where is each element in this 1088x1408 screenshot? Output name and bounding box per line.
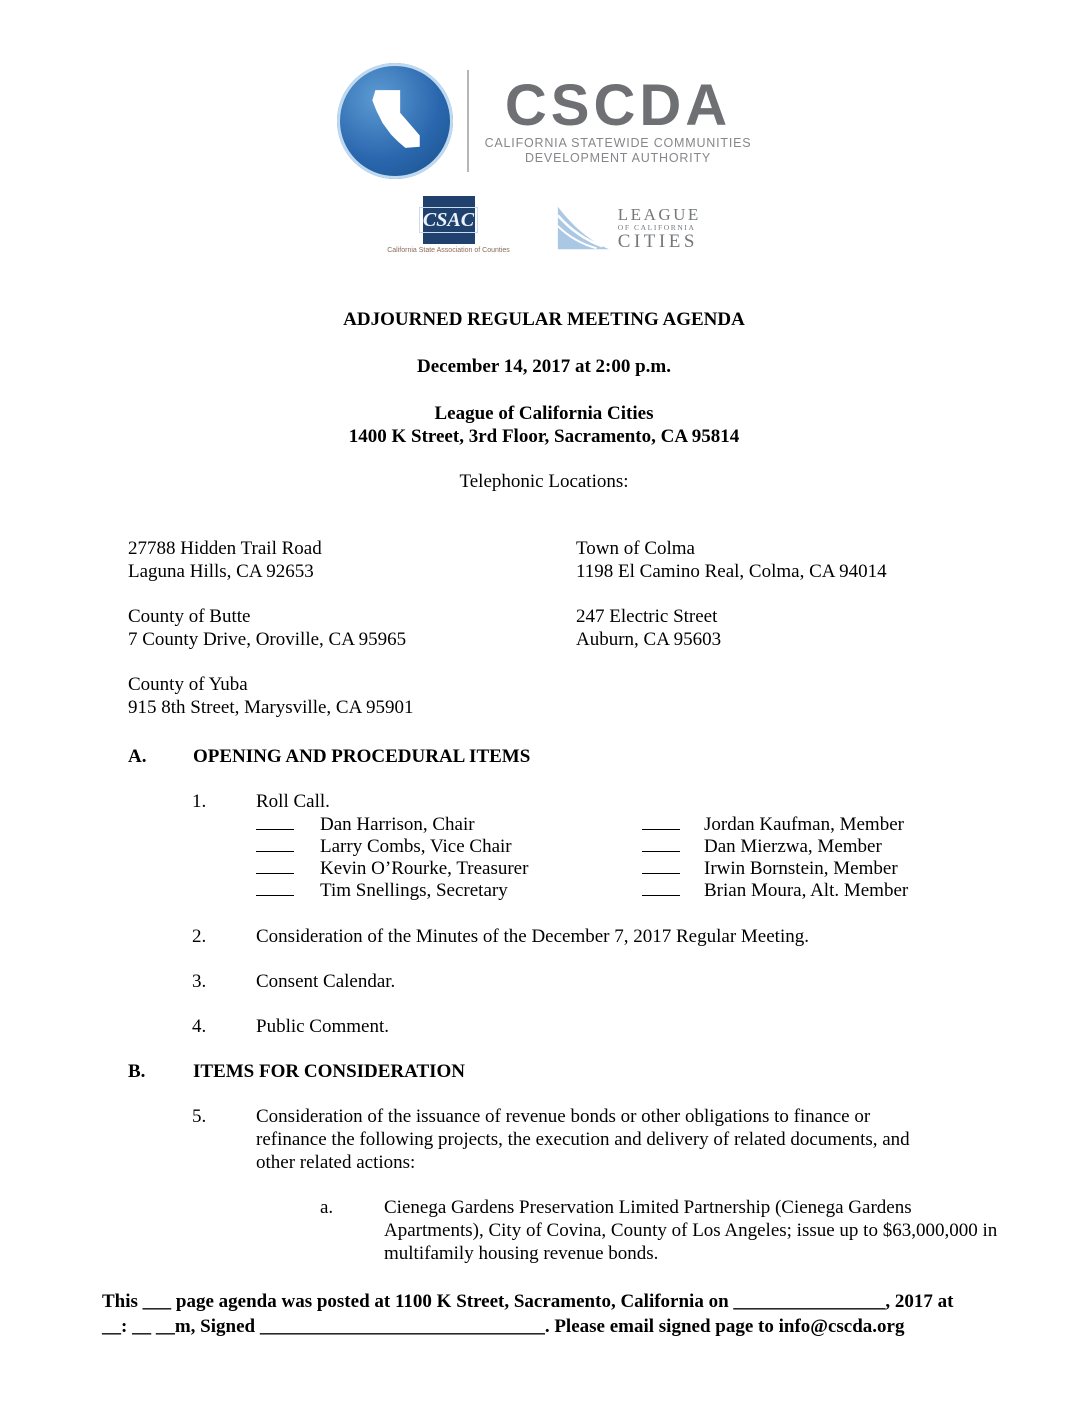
- agenda-item-1: [192, 790, 960, 813]
- roll-call-row: [256, 813, 960, 835]
- item-5-text: [256, 1105, 910, 1174]
- roll-call-name: Larry Combs, Vice Chair: [320, 836, 512, 857]
- roll-call-row: [256, 857, 960, 879]
- roll-call-blank-line: [256, 857, 294, 874]
- logo-tagline-line1: CALIFORNIA STATEWIDE COMMUNITIES: [484, 136, 752, 150]
- location-row: [128, 605, 960, 651]
- roll-call-name: Jordan Kaufman, Member: [704, 814, 904, 835]
- item-5-text-line: Consideration of the issuance of revenue bonds or other obligations to finance or: [256, 1106, 871, 1127]
- agenda-item-2: [192, 925, 960, 948]
- location-line: County of Butte: [128, 606, 251, 627]
- agenda-item-5a: [320, 1196, 998, 1265]
- location-line: Laguna Hills, CA 92653: [128, 561, 314, 582]
- telephonic-locations-list: [128, 537, 960, 719]
- section-b-letter: B.: [128, 1061, 146, 1082]
- location-line: Town of Colma: [576, 538, 695, 559]
- item-5-number: 5.: [192, 1106, 207, 1127]
- roll-call-blank-line: [642, 835, 680, 852]
- item-1-number: 1.: [192, 791, 207, 812]
- agenda-item-3: [192, 970, 960, 993]
- location-cell: [576, 673, 960, 719]
- footer-line2: __: __ __m, Signed ______________________________. Please email signed page to info@cscda.org: [102, 1316, 905, 1337]
- location-cell: [576, 605, 960, 651]
- location-line: 1198 El Camino Real, Colma, CA 94014: [576, 561, 887, 582]
- location-line: Auburn, CA 95603: [576, 629, 722, 650]
- item-5a-text-line: Cienega Gardens Preservation Limited Partnership (Cienega Gardens: [384, 1197, 912, 1218]
- roll-call-name: Tim Snellings, Secretary: [320, 880, 508, 901]
- roll-call-row: [256, 879, 960, 901]
- item-3-number: 3.: [192, 971, 207, 992]
- section-a-heading: [128, 745, 960, 768]
- location-cell: [128, 537, 576, 583]
- location-line: County of Yuba: [128, 674, 248, 695]
- logo-divider: [467, 70, 469, 172]
- item-4-text: Public Comment.: [256, 1016, 389, 1037]
- meeting-title: ADJOURNED REGULAR MEETING AGENDA: [343, 309, 745, 330]
- item-4-number: 4.: [192, 1016, 207, 1037]
- location-row: [128, 537, 960, 583]
- item-5a-letter: a.: [320, 1197, 334, 1218]
- league-text-line2: OF CALIFORNIA: [617, 222, 696, 232]
- location-cell: [576, 537, 960, 583]
- item-2-text: Consideration of the Minutes of the December 7, 2017 Regular Meeting.: [256, 926, 809, 947]
- venue-line1: League of California Cities: [434, 403, 654, 424]
- roll-call-list: [256, 813, 960, 901]
- california-state-shape-icon: [364, 88, 426, 154]
- item-5a-text-line: multifamily housing revenue bonds.: [384, 1243, 659, 1264]
- meeting-datetime: December 14, 2017 at 2:00 p.m.: [417, 356, 671, 377]
- csac-caption: California State Association of Counties: [387, 247, 510, 254]
- roll-call-blank-line: [256, 813, 294, 830]
- footer-line1: This ___ page agenda was posted at 1100 K Street, Sacramento, California on ________________, 2017 at: [102, 1291, 954, 1312]
- roll-call-blank-line: [642, 857, 680, 874]
- roll-call-cell: [642, 835, 704, 858]
- roll-call-name: Irwin Bornstein, Member: [704, 858, 898, 879]
- item-2-number: 2.: [192, 926, 207, 947]
- csac-logo: [387, 196, 510, 256]
- section-a-letter: A.: [128, 746, 147, 767]
- roll-call-name: Dan Harrison, Chair: [320, 814, 475, 835]
- roll-call-blank-line: [642, 813, 680, 830]
- logo-text-block: [484, 73, 752, 166]
- league-text-line1: LEAGUE: [617, 204, 701, 224]
- location-cell: [128, 673, 576, 719]
- roll-call-blank-line: [256, 879, 294, 896]
- roll-call-blank-line: [642, 879, 680, 896]
- location-line: 7 County Drive, Oroville, CA 95965: [128, 629, 407, 650]
- roll-call-cell: [256, 857, 320, 880]
- csac-logo-icon: [423, 196, 475, 244]
- roll-call-cell: [642, 857, 704, 880]
- location-cell: [128, 605, 576, 651]
- meeting-venue: [128, 402, 960, 448]
- roll-call-cell: [642, 879, 704, 902]
- agenda-item-4: [192, 1015, 960, 1038]
- item-5a-text-line: Apartments), City of Covina, County of Los Angeles; issue up to $63,000,000 in: [384, 1220, 998, 1241]
- item-3-text: Consent Calendar.: [256, 971, 396, 992]
- roll-call-name: Kevin O’Rourke, Treasurer: [320, 858, 529, 879]
- item-5-text-line: refinance the following projects, the execution and delivery of related documents, and: [256, 1129, 910, 1150]
- telephonic-locations-label: Telephonic Locations:: [459, 471, 629, 492]
- california-globe-icon: [337, 63, 453, 179]
- roll-call-cell: [256, 813, 320, 836]
- cscda-logo: [128, 60, 960, 182]
- location-line: 27788 Hidden Trail Road: [128, 538, 322, 559]
- roll-call-name: Dan Mierzwa, Member: [704, 836, 882, 857]
- roll-call-cell: [642, 813, 704, 836]
- item-5-text-line: other related actions:: [256, 1152, 416, 1173]
- logo-tagline-line2: DEVELOPMENT AUTHORITY: [524, 151, 712, 165]
- posting-certification-footer: [102, 1289, 986, 1339]
- league-text-line3: CITIES: [617, 230, 698, 252]
- roll-call-row: [256, 835, 960, 857]
- item-5a-text: [384, 1196, 997, 1265]
- roll-call-blank-line: [256, 835, 294, 852]
- roll-call-name: Brian Moura, Alt. Member: [704, 880, 909, 901]
- partner-logos: [128, 196, 960, 260]
- section-b-heading: [128, 1060, 960, 1083]
- league-swoosh-icon: [554, 202, 612, 254]
- csac-logo-text: CSAC: [419, 207, 478, 233]
- location-line: 915 8th Street, Marysville, CA 95901: [128, 697, 414, 718]
- section-a-title: OPENING AND PROCEDURAL ITEMS: [193, 746, 531, 767]
- agenda-item-5: [192, 1105, 960, 1174]
- league-of-california-cities-logo: [554, 202, 701, 254]
- league-logo-text: [618, 206, 701, 251]
- logo-acronym: CSCDA: [504, 73, 732, 138]
- roll-call-cell: [256, 835, 320, 858]
- location-line: 247 Electric Street: [576, 606, 718, 627]
- location-row: [128, 673, 960, 719]
- item-1-text: Roll Call.: [256, 791, 330, 812]
- venue-line2: 1400 K Street, 3rd Floor, Sacramento, CA 95814: [348, 426, 740, 447]
- roll-call-cell: [256, 879, 320, 902]
- section-b-title: ITEMS FOR CONSIDERATION: [193, 1061, 466, 1082]
